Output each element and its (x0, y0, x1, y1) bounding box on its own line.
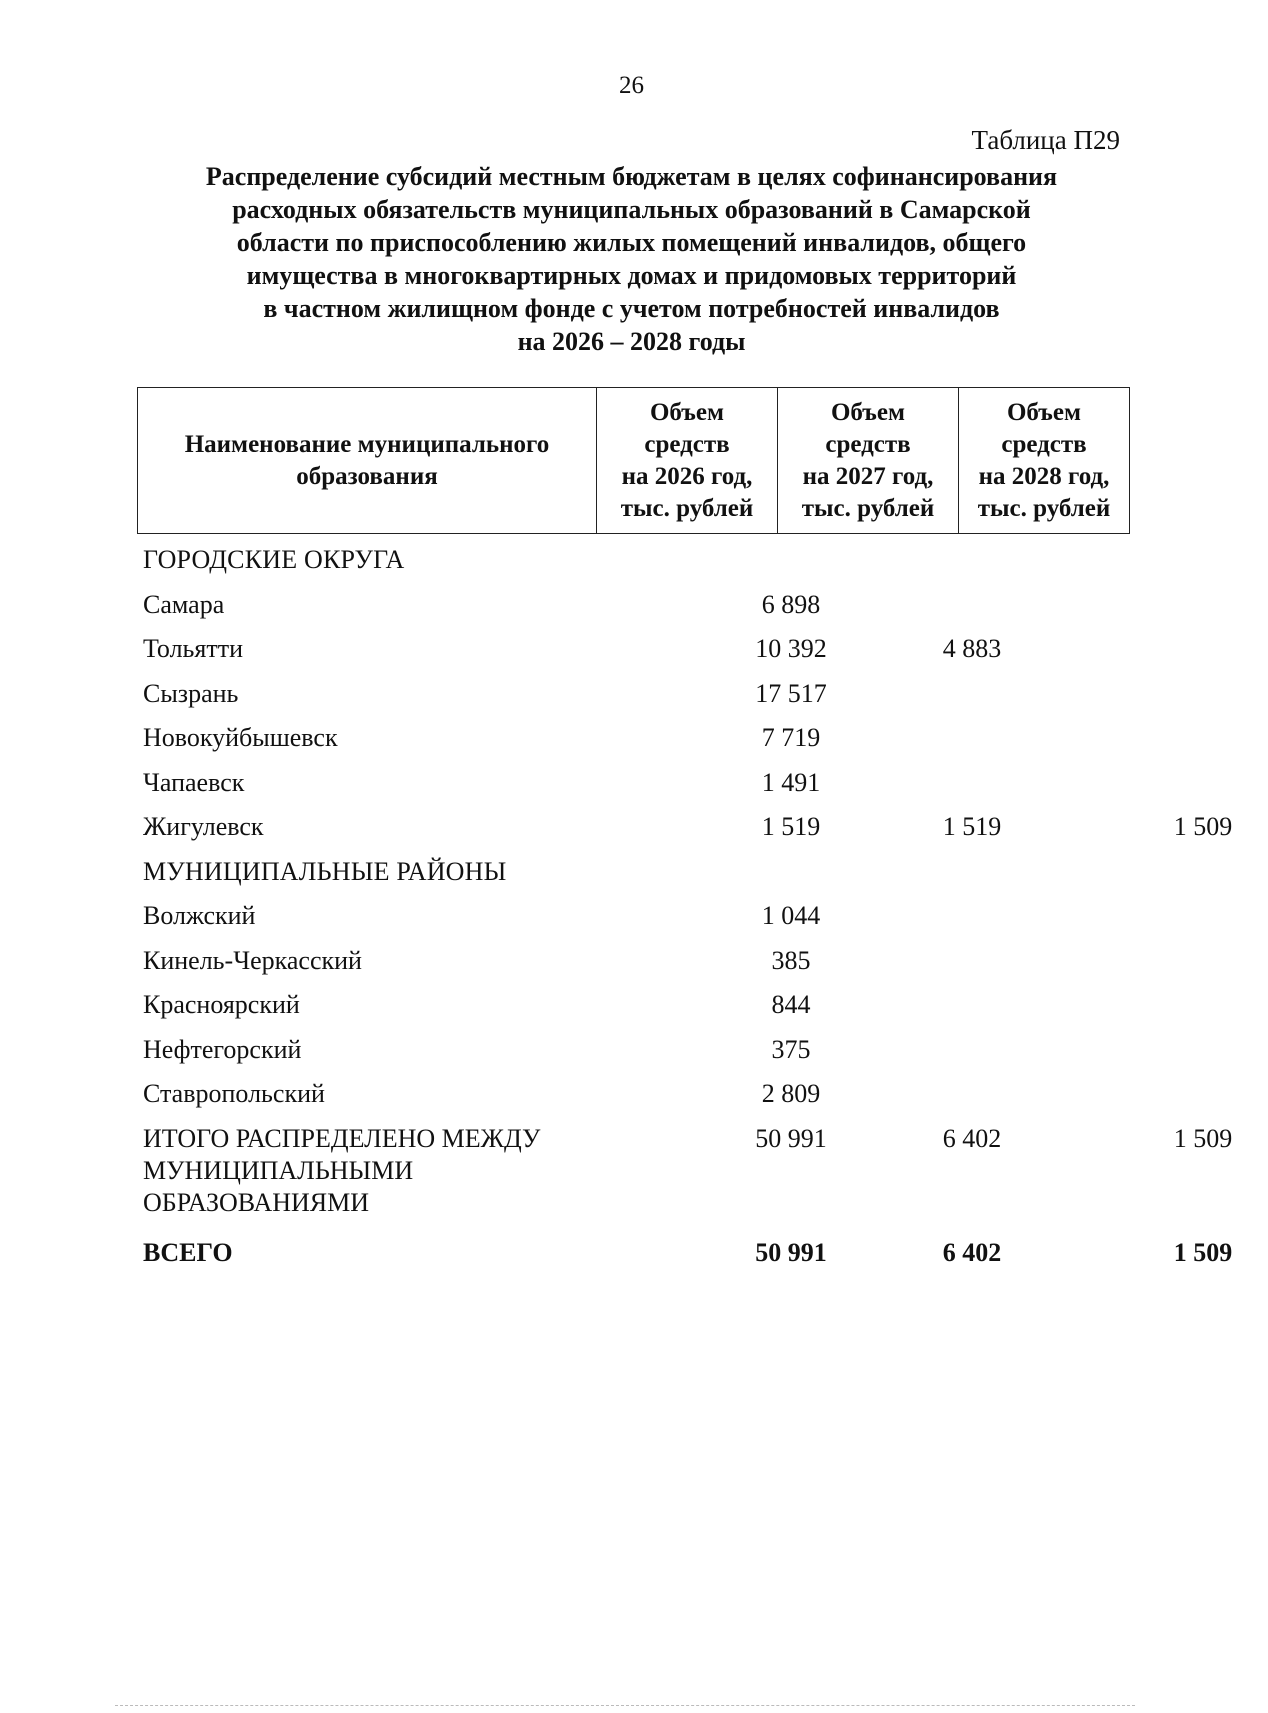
header-text: на 2027 год, (802, 462, 934, 490)
table-row (143, 1028, 1143, 1073)
header-text: тыс. рублей (620, 494, 754, 522)
header-text: Объем (830, 398, 906, 426)
title-line: имущества в многоквартирных домах и придомовых территорий (246, 261, 1017, 290)
value-2027: 1 519 (942, 812, 1002, 841)
title-line: области по приспособлению жилых помещений инвалидов, общего (236, 228, 1027, 257)
value-2026: 844 (771, 990, 811, 1019)
header-name-column (138, 388, 597, 534)
grand-total-label: ВСЕГО (143, 1237, 233, 1267)
value-2026: 375 (771, 1034, 811, 1064)
header-2027-column (778, 388, 959, 534)
label-line: МУНИЦИПАЛЬНЫМИ (143, 1155, 414, 1185)
municipality-name: Жигулевск (143, 812, 264, 841)
municipality-name: Ставропольский (143, 1079, 325, 1108)
municipality-name: Тольятти (143, 634, 244, 663)
page-number: 26 (619, 72, 644, 99)
table-label: Таблица П29 (971, 125, 1120, 155)
title-line: на 2026 – 2028 годы (517, 327, 746, 356)
label-line: ИТОГО РАСПРЕДЕЛЕНО МЕЖДУ (143, 1123, 541, 1153)
table-row (143, 983, 1143, 1028)
header-text: средств (1001, 430, 1087, 458)
table-row (143, 1072, 1143, 1117)
value-2026: 1 044 (761, 901, 821, 930)
header-text: образования (296, 462, 438, 490)
title-line: расходных обязательств муниципальных образований в Самарской (232, 195, 1031, 224)
municipality-name: Кинель-Черкасский (143, 945, 362, 975)
title-line: Распределение субсидий местным бюджетам в целях софинансирования (205, 162, 1058, 191)
document-title (130, 160, 1133, 358)
value-2026: 50 991 (755, 1237, 827, 1267)
table-header (137, 387, 1130, 534)
table-row (143, 583, 1143, 628)
table-row (143, 805, 1233, 850)
value-2028: 1 509 (1173, 812, 1233, 841)
header-text: средств (644, 430, 730, 458)
header-text: Наименование муниципального (184, 430, 550, 458)
page-bottom-edge (115, 1705, 1135, 1706)
value-2026: 2 809 (761, 1079, 821, 1108)
value-2026: 1 491 (761, 767, 821, 797)
municipality-name: Красноярский (143, 990, 300, 1019)
table-row (143, 627, 1143, 672)
header-text: Объем (649, 398, 725, 426)
value-2026: 17 517 (755, 678, 827, 708)
table-row (143, 672, 1143, 717)
header-2026-column (597, 388, 778, 534)
table-section-row (143, 850, 1143, 895)
value-2027: 4 883 (942, 634, 1002, 663)
grand-total-row (143, 1231, 1233, 1276)
municipality-name: Самара (143, 589, 225, 619)
table-row (143, 761, 1143, 806)
value-2026: 10 392 (755, 634, 827, 663)
value-2026: 6 898 (761, 589, 821, 619)
table-body (143, 538, 1233, 1275)
title-line: в частном жилищном фонде с учетом потребностей инвалидов (263, 294, 1000, 323)
value-2028: 1 509 (1173, 1123, 1233, 1153)
label-line: ОБРАЗОВАНИЯМИ (143, 1187, 370, 1217)
header-2028-column (959, 388, 1130, 534)
header-text: на 2028 год, (978, 462, 1110, 490)
value-2027: 6 402 (942, 1237, 1002, 1267)
header-text: на 2026 год, (621, 462, 753, 490)
municipality-name: МУНИЦИПАЛЬНЫЕ РАЙОНЫ (143, 856, 507, 886)
header-text: тыс. рублей (977, 494, 1111, 522)
value-2026: 50 991 (755, 1123, 827, 1153)
distributed-total-row (143, 1117, 1233, 1221)
table-row (143, 716, 1143, 761)
municipality-name: Новокуйбышевск (143, 723, 338, 752)
value-2026: 7 719 (761, 723, 821, 752)
table-row (143, 939, 1143, 984)
header-text: Объем (1006, 398, 1082, 426)
header-text: средств (825, 430, 911, 458)
distributed-total-label (143, 1117, 540, 1219)
municipality-name: Сызрань (143, 678, 239, 708)
municipality-name: Волжский (143, 901, 256, 930)
table-section-row (143, 538, 1143, 583)
municipality-name: Нефтегорский (143, 1034, 302, 1064)
value-2026: 385 (771, 945, 811, 975)
value-2027: 6 402 (942, 1123, 1002, 1153)
table-row (143, 894, 1143, 939)
municipality-name: ГОРОДСКИЕ ОКРУГА (143, 545, 405, 574)
value-2028: 1 509 (1173, 1237, 1233, 1267)
header-text: тыс. рублей (801, 494, 935, 522)
municipality-name: Чапаевск (143, 767, 245, 797)
value-2026: 1 519 (761, 812, 821, 841)
